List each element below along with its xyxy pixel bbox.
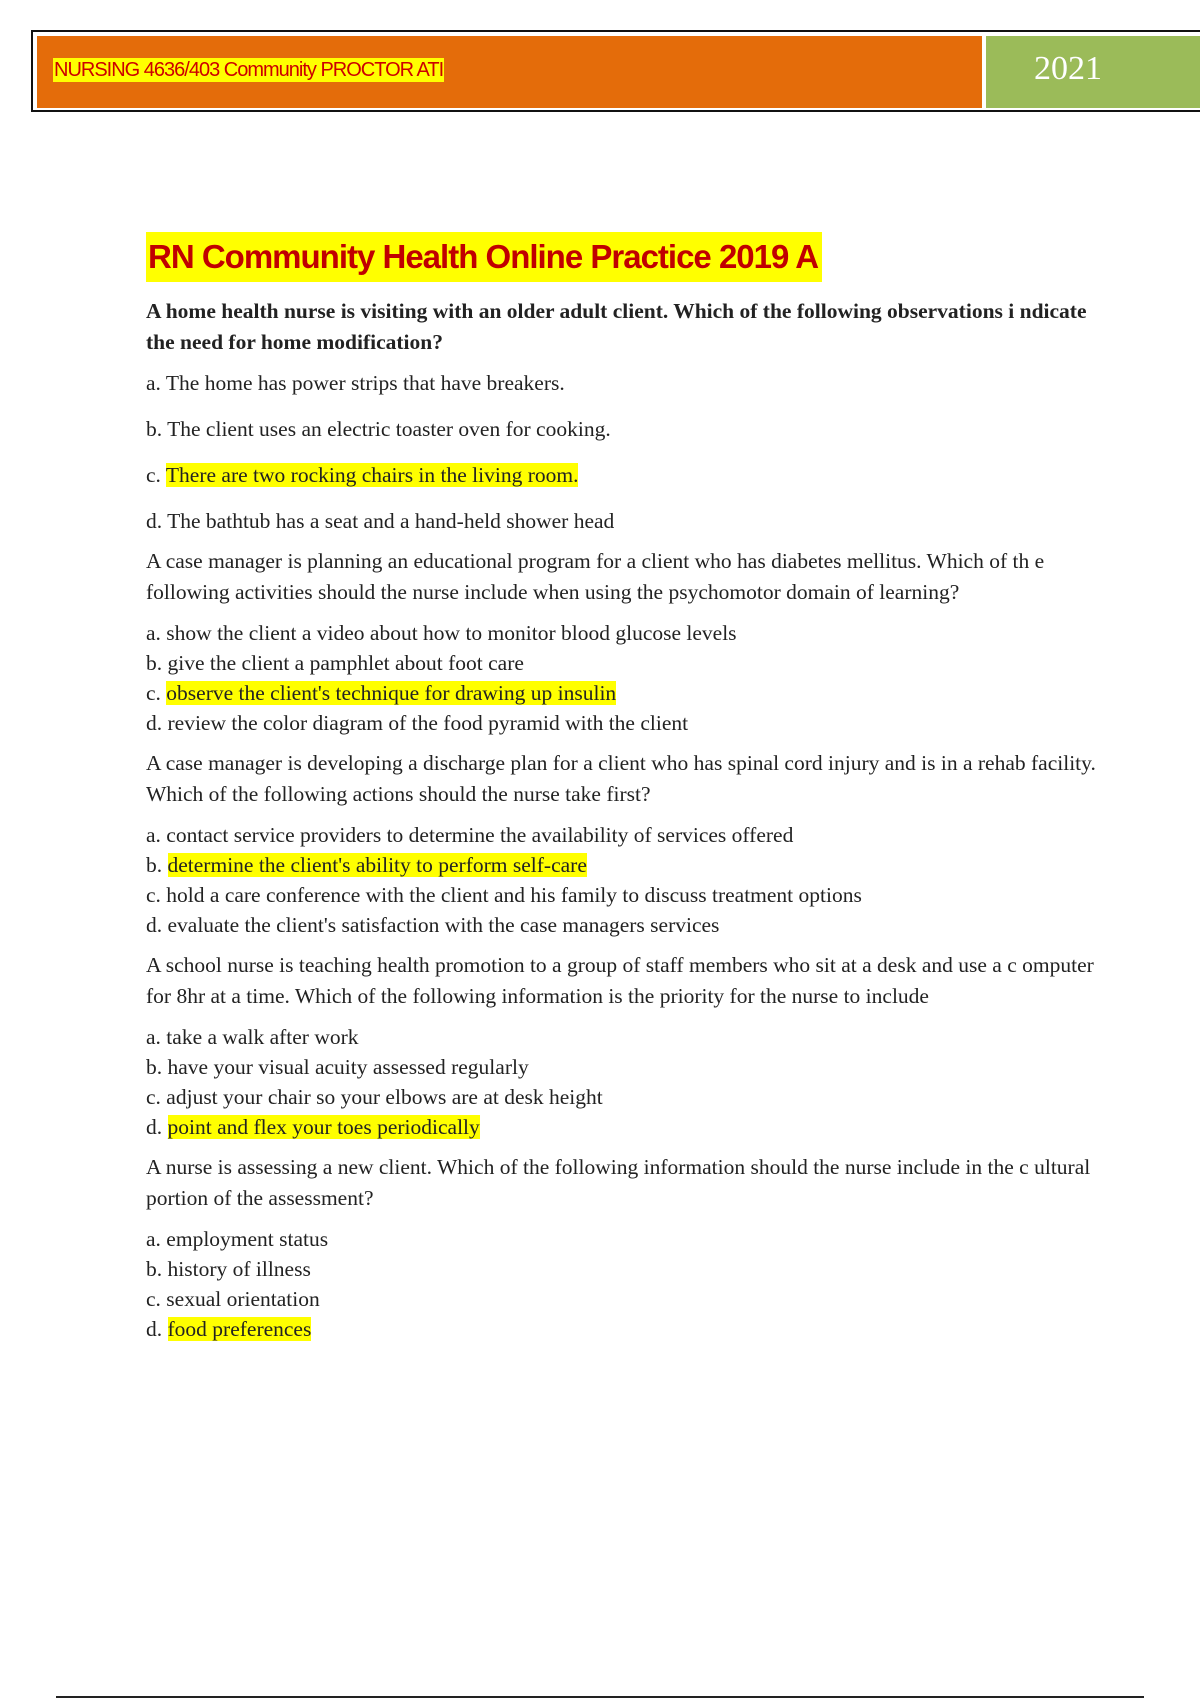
option-text: employment status bbox=[166, 1227, 329, 1251]
option-letter: c. bbox=[146, 883, 161, 907]
option-letter: b. bbox=[146, 1257, 163, 1281]
document-title: RN Community Health Online Practice 2019 A bbox=[146, 232, 822, 282]
header-year-box bbox=[986, 36, 1200, 108]
answer-option-correct bbox=[146, 460, 1096, 490]
answer-option bbox=[146, 1224, 1096, 1254]
highlighted-answer: food preferences bbox=[167, 1317, 312, 1341]
option-letter: b. bbox=[146, 651, 163, 675]
answer-option bbox=[146, 618, 1096, 648]
page-header bbox=[31, 30, 1200, 112]
question-text: A case manager is developing a discharge plan for a client who has spinal cord injury and is in a rehab facility. Which of the following actions should the nurse take first? bbox=[146, 751, 1096, 806]
answer-option bbox=[146, 880, 1096, 910]
header-year: 2021 bbox=[1034, 50, 1102, 87]
option-letter: a. bbox=[146, 823, 161, 847]
answer-option bbox=[146, 1022, 1096, 1052]
option-letter: d. bbox=[146, 913, 163, 937]
answer-option-correct bbox=[146, 678, 1096, 708]
answer-options bbox=[146, 820, 1096, 940]
option-text: give the client a pamphlet about foot care bbox=[167, 651, 524, 675]
answer-option bbox=[146, 708, 1096, 738]
option-letter: d. bbox=[146, 1317, 163, 1341]
option-letter: c. bbox=[146, 681, 161, 705]
answer-option bbox=[146, 910, 1096, 940]
option-letter: b. bbox=[146, 853, 163, 877]
option-letter: d. bbox=[146, 509, 163, 533]
option-letter: c. bbox=[146, 1085, 161, 1109]
option-letter: d. bbox=[146, 1115, 163, 1139]
option-text: The bathtub has a seat and a hand-held shower head bbox=[167, 509, 615, 533]
highlighted-answer: determine the client's ability to perform self-care bbox=[167, 853, 587, 877]
answer-option bbox=[146, 1082, 1096, 1112]
answer-option bbox=[146, 506, 1096, 536]
option-text: adjust your chair so your elbows are at desk height bbox=[166, 1085, 603, 1109]
answer-option bbox=[146, 1284, 1096, 1314]
answer-option-correct bbox=[146, 1112, 1096, 1142]
option-letter: a. bbox=[146, 621, 161, 645]
option-letter: c. bbox=[146, 1287, 161, 1311]
option-text: take a walk after work bbox=[166, 1025, 359, 1049]
question-text: A home health nurse is visiting with an older adult client. Which of the following observations i ndicate the need for home modification? bbox=[146, 299, 1087, 354]
highlighted-answer: point and flex your toes periodically bbox=[167, 1115, 480, 1139]
option-text: history of illness bbox=[167, 1257, 311, 1281]
option-letter: a. bbox=[146, 1227, 161, 1251]
answer-option bbox=[146, 820, 1096, 850]
answer-options bbox=[146, 1022, 1096, 1142]
answer-option bbox=[146, 648, 1096, 678]
answer-options bbox=[146, 1224, 1096, 1344]
option-letter: a. bbox=[146, 371, 161, 395]
option-text: show the client a video about how to monitor blood glucose levels bbox=[166, 621, 737, 645]
option-text: review the color diagram of the food pyramid with the client bbox=[167, 711, 689, 735]
question-text: A nurse is assessing a new client. Which of the following information should the nurse include in the c ultural portion of the assessment? bbox=[146, 1155, 1091, 1210]
option-letter: c. bbox=[146, 463, 161, 487]
answer-option bbox=[146, 368, 1096, 398]
header-banner bbox=[37, 36, 982, 108]
answer-option bbox=[146, 1052, 1096, 1082]
question-text: A case manager is planning an educational program for a client who has diabetes mellitus. Which of th e following activities should the nurse include when using the psychomotor domain of learning? bbox=[146, 549, 1045, 604]
highlighted-answer: There are two rocking chairs in the living room. bbox=[165, 463, 579, 487]
option-text: The home has power strips that have breakers. bbox=[165, 371, 565, 395]
option-text: contact service providers to determine the availability of services offered bbox=[166, 823, 794, 847]
option-letter: a. bbox=[146, 1025, 161, 1049]
answer-options bbox=[146, 618, 1096, 738]
option-text: evaluate the client's satisfaction with the case managers services bbox=[167, 913, 720, 937]
answer-options bbox=[146, 368, 1096, 536]
answer-option-correct bbox=[146, 850, 1096, 880]
option-text: sexual orientation bbox=[166, 1287, 320, 1311]
footer-rule bbox=[56, 1696, 1144, 1698]
answer-option-correct bbox=[146, 1314, 1096, 1344]
highlighted-answer: observe the client's technique for drawing up insulin bbox=[166, 681, 617, 705]
option-text: The client uses an electric toaster oven for cooking. bbox=[167, 417, 611, 441]
document-body bbox=[146, 232, 1096, 1354]
answer-option bbox=[146, 1254, 1096, 1284]
header-title: NURSING 4636/403 Community PROCTOR ATI bbox=[54, 59, 444, 81]
option-letter: b. bbox=[146, 1055, 163, 1079]
option-letter: d. bbox=[146, 711, 163, 735]
question-text: A school nurse is teaching health promotion to a group of staff members who sit at a desk and use a c omputer for 8hr at a time. Which of the following information is the priority for the nurse to include bbox=[146, 953, 1094, 1008]
option-letter: b. bbox=[146, 417, 163, 441]
option-text: have your visual acuity assessed regularly bbox=[167, 1055, 529, 1079]
answer-option bbox=[146, 414, 1096, 444]
option-text: hold a care conference with the client and his family to discuss treatment options bbox=[166, 883, 862, 907]
